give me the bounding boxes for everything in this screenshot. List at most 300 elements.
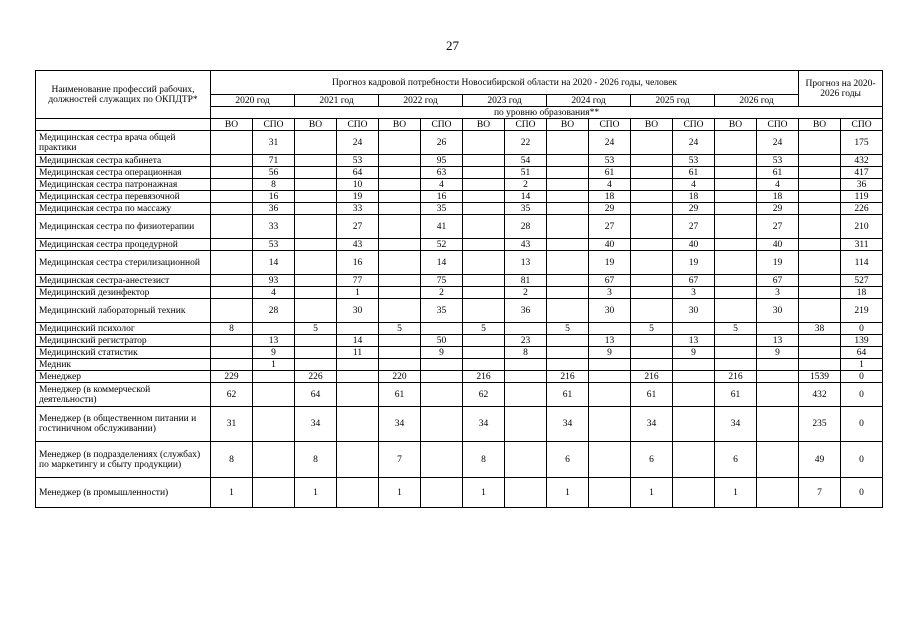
cell-spo (253, 323, 295, 335)
cell-spo: 1 (337, 287, 379, 299)
cell-spo: 81 (505, 275, 547, 287)
cell-vo (211, 275, 253, 287)
cell-vo (295, 359, 337, 371)
cell-spo: 210 (841, 215, 883, 239)
cell-spo (589, 323, 631, 335)
table-row (36, 335, 883, 347)
cell-spo: 53 (673, 155, 715, 167)
cell-spo: 3 (589, 287, 631, 299)
cell-vo (631, 179, 673, 191)
cell-spo: 22 (505, 131, 547, 155)
header-by-level: по уровню образования** (211, 107, 883, 119)
cell-spo: 36 (505, 299, 547, 323)
cell-spo: 67 (757, 275, 799, 287)
cell-vo (463, 191, 505, 203)
cell-vo (463, 167, 505, 179)
cell-spo: 31 (253, 131, 295, 155)
cell-vo (547, 287, 589, 299)
cell-vo (631, 251, 673, 275)
cell-vo (379, 203, 421, 215)
cell-vo (379, 215, 421, 239)
cell-vo (463, 131, 505, 155)
cell-spo: 28 (505, 215, 547, 239)
header-empty-cell (36, 119, 211, 131)
cell-vo (547, 155, 589, 167)
cell-spo (589, 383, 631, 407)
row-profession-name: Медицинская сестра перевязочной (36, 191, 211, 203)
cell-vo (547, 239, 589, 251)
cell-vo (631, 347, 673, 359)
cell-vo (799, 131, 841, 155)
cell-vo (715, 167, 757, 179)
cell-vo (799, 287, 841, 299)
cell-vo (295, 335, 337, 347)
cell-vo: 62 (463, 383, 505, 407)
cell-vo: 34 (295, 407, 337, 442)
cell-spo (757, 323, 799, 335)
cell-spo (673, 383, 715, 407)
cell-vo (799, 215, 841, 239)
table-row (36, 371, 883, 383)
header-level-vo: ВО (379, 119, 421, 131)
cell-spo (253, 442, 295, 478)
cell-spo: 13 (253, 335, 295, 347)
cell-spo: 2 (421, 287, 463, 299)
cell-spo: 61 (757, 167, 799, 179)
cell-spo: 16 (253, 191, 295, 203)
header-level-spo: СПО (421, 119, 463, 131)
cell-spo (505, 407, 547, 442)
cell-spo: 26 (421, 131, 463, 155)
cell-vo (295, 155, 337, 167)
cell-vo (715, 239, 757, 251)
cell-spo: 24 (337, 131, 379, 155)
table-row (36, 347, 883, 359)
cell-vo (547, 347, 589, 359)
cell-vo (547, 251, 589, 275)
cell-vo: 34 (379, 407, 421, 442)
header-level-vo: ВО (715, 119, 757, 131)
cell-spo: 23 (505, 335, 547, 347)
cell-spo: 24 (757, 131, 799, 155)
cell-vo: 6 (631, 442, 673, 478)
cell-spo: 4 (757, 179, 799, 191)
cell-vo: 6 (715, 442, 757, 478)
header-year: 2023 год (463, 95, 547, 107)
cell-spo: 27 (757, 215, 799, 239)
cell-spo: 417 (841, 167, 883, 179)
cell-spo: 43 (337, 239, 379, 251)
cell-vo (547, 335, 589, 347)
cell-spo: 1 (253, 359, 295, 371)
cell-vo (715, 275, 757, 287)
header-year: 2024 год (547, 95, 631, 107)
cell-spo: 35 (421, 203, 463, 215)
cell-spo: 33 (253, 215, 295, 239)
cell-spo: 27 (589, 215, 631, 239)
cell-vo: 31 (211, 407, 253, 442)
cell-spo: 40 (757, 239, 799, 251)
cell-vo (211, 215, 253, 239)
cell-vo (799, 155, 841, 167)
cell-vo (799, 359, 841, 371)
cell-spo: 0 (841, 323, 883, 335)
cell-vo (211, 239, 253, 251)
header-year: 2021 год (295, 95, 379, 107)
header-level-spo: СПО (337, 119, 379, 131)
header-level-vo: ВО (631, 119, 673, 131)
cell-vo (715, 155, 757, 167)
cell-spo: 139 (841, 335, 883, 347)
cell-spo (757, 359, 799, 371)
cell-spo: 67 (589, 275, 631, 287)
cell-spo (337, 359, 379, 371)
cell-vo (715, 299, 757, 323)
cell-spo: 77 (337, 275, 379, 287)
row-profession-name: Медицинский регистратор (36, 335, 211, 347)
cell-vo (295, 251, 337, 275)
cell-spo: 8 (253, 179, 295, 191)
cell-vo (295, 203, 337, 215)
cell-vo (379, 179, 421, 191)
cell-spo: 3 (673, 287, 715, 299)
cell-vo (463, 287, 505, 299)
cell-vo: 38 (799, 323, 841, 335)
header-level-spo: СПО (673, 119, 715, 131)
cell-vo (379, 251, 421, 275)
cell-vo (211, 299, 253, 323)
table-row (36, 215, 883, 239)
cell-vo (211, 203, 253, 215)
cell-vo (211, 131, 253, 155)
cell-vo (631, 215, 673, 239)
cell-vo: 34 (631, 407, 673, 442)
cell-spo (421, 407, 463, 442)
cell-spo: 30 (673, 299, 715, 323)
cell-vo (211, 179, 253, 191)
cell-spo (253, 407, 295, 442)
cell-vo: 34 (547, 407, 589, 442)
cell-spo (421, 359, 463, 371)
cell-spo (673, 442, 715, 478)
cell-vo: 64 (295, 383, 337, 407)
cell-spo: 19 (589, 251, 631, 275)
cell-vo: 7 (379, 442, 421, 478)
cell-spo: 14 (253, 251, 295, 275)
cell-vo: 61 (547, 383, 589, 407)
cell-vo (799, 191, 841, 203)
cell-vo (631, 191, 673, 203)
cell-spo: 61 (589, 167, 631, 179)
cell-spo (337, 407, 379, 442)
cell-vo (547, 191, 589, 203)
cell-spo (589, 478, 631, 508)
cell-vo: 1539 (799, 371, 841, 383)
cell-spo: 19 (673, 251, 715, 275)
cell-vo (547, 167, 589, 179)
row-profession-name: Медицинская сестра стерилизационной (36, 251, 211, 275)
cell-vo (463, 275, 505, 287)
header-total-title: Прогноз на 2020-2026 годы (799, 71, 883, 107)
cell-vo (379, 287, 421, 299)
cell-vo (211, 191, 253, 203)
header-level-vo: ВО (295, 119, 337, 131)
cell-spo: 19 (757, 251, 799, 275)
cell-spo: 29 (757, 203, 799, 215)
cell-spo (337, 371, 379, 383)
cell-spo: 35 (505, 203, 547, 215)
cell-spo: 16 (421, 191, 463, 203)
row-profession-name: Медицинская сестра патронажная (36, 179, 211, 191)
row-profession-name: Медицинская сестра кабинета (36, 155, 211, 167)
forecast-table (35, 70, 883, 508)
cell-vo (463, 359, 505, 371)
header-year: 2026 год (715, 95, 799, 107)
cell-vo: 8 (211, 323, 253, 335)
cell-vo: 1 (295, 478, 337, 508)
cell-vo (799, 179, 841, 191)
cell-vo (295, 167, 337, 179)
cell-spo: 29 (589, 203, 631, 215)
cell-vo: 229 (211, 371, 253, 383)
cell-vo (463, 335, 505, 347)
cell-vo: 8 (463, 442, 505, 478)
table-row (36, 407, 883, 442)
cell-vo (631, 155, 673, 167)
cell-spo: 19 (337, 191, 379, 203)
cell-spo: 53 (589, 155, 631, 167)
cell-spo: 29 (673, 203, 715, 215)
cell-vo (211, 359, 253, 371)
cell-spo (673, 359, 715, 371)
cell-vo (715, 335, 757, 347)
table-row (36, 478, 883, 508)
cell-spo: 9 (589, 347, 631, 359)
header-level-vo: ВО (799, 119, 841, 131)
cell-vo (211, 347, 253, 359)
cell-vo: 1 (547, 478, 589, 508)
cell-spo: 24 (589, 131, 631, 155)
cell-vo (715, 179, 757, 191)
cell-spo (757, 407, 799, 442)
cell-vo (799, 167, 841, 179)
cell-spo: 13 (505, 251, 547, 275)
cell-spo: 311 (841, 239, 883, 251)
row-profession-name: Медицинская сестра по массажу (36, 203, 211, 215)
cell-spo: 50 (421, 335, 463, 347)
cell-vo: 62 (211, 383, 253, 407)
header-level-spo: СПО (589, 119, 631, 131)
cell-vo: 34 (715, 407, 757, 442)
cell-vo (211, 167, 253, 179)
cell-spo: 53 (337, 155, 379, 167)
table-row (36, 323, 883, 335)
cell-spo (505, 323, 547, 335)
header-level-spo: СПО (505, 119, 547, 131)
cell-vo: 216 (547, 371, 589, 383)
cell-spo: 95 (421, 155, 463, 167)
cell-spo: 30 (337, 299, 379, 323)
cell-spo: 24 (673, 131, 715, 155)
cell-spo: 18 (757, 191, 799, 203)
cell-vo (379, 335, 421, 347)
cell-vo (715, 359, 757, 371)
cell-vo (379, 275, 421, 287)
cell-spo: 527 (841, 275, 883, 287)
cell-spo: 2 (505, 287, 547, 299)
cell-spo: 35 (421, 299, 463, 323)
cell-spo (757, 383, 799, 407)
cell-vo (715, 347, 757, 359)
table-row (36, 155, 883, 167)
cell-vo (631, 335, 673, 347)
header-level-vo: ВО (211, 119, 253, 131)
cell-spo: 4 (589, 179, 631, 191)
cell-vo (295, 275, 337, 287)
cell-spo: 52 (421, 239, 463, 251)
cell-vo (799, 335, 841, 347)
cell-vo (715, 203, 757, 215)
table-row (36, 179, 883, 191)
cell-vo (547, 275, 589, 287)
cell-spo: 53 (253, 239, 295, 251)
cell-spo: 175 (841, 131, 883, 155)
cell-spo: 27 (673, 215, 715, 239)
cell-vo: 8 (295, 442, 337, 478)
cell-spo: 75 (421, 275, 463, 287)
header-level-spo: СПО (253, 119, 295, 131)
cell-vo: 1 (379, 478, 421, 508)
cell-spo: 51 (505, 167, 547, 179)
row-profession-name: Медицинский дезинфектор (36, 287, 211, 299)
cell-spo: 14 (337, 335, 379, 347)
cell-spo: 18 (589, 191, 631, 203)
cell-vo (547, 179, 589, 191)
cell-spo: 0 (841, 442, 883, 478)
cell-spo: 119 (841, 191, 883, 203)
cell-spo (421, 371, 463, 383)
cell-vo (799, 251, 841, 275)
cell-vo (379, 167, 421, 179)
cell-vo: 5 (379, 323, 421, 335)
cell-vo (463, 179, 505, 191)
cell-vo (799, 347, 841, 359)
cell-spo: 16 (337, 251, 379, 275)
cell-spo (253, 383, 295, 407)
cell-vo (295, 179, 337, 191)
table-row (36, 167, 883, 179)
cell-spo: 53 (757, 155, 799, 167)
cell-vo: 61 (379, 383, 421, 407)
cell-spo: 0 (841, 478, 883, 508)
cell-vo (379, 155, 421, 167)
cell-spo: 2 (505, 179, 547, 191)
row-profession-name: Медицинская сестра врача общей практики (36, 131, 211, 155)
cell-vo (379, 299, 421, 323)
header-name-column: Наименование профессий рабочих, должностей служащих по ОКПДТР* (36, 71, 211, 119)
header-year: 2025 год (631, 95, 715, 107)
cell-spo: 0 (841, 383, 883, 407)
header-level-spo: СПО (757, 119, 799, 131)
cell-spo: 8 (505, 347, 547, 359)
cell-vo (631, 287, 673, 299)
cell-vo (547, 299, 589, 323)
cell-spo: 61 (673, 167, 715, 179)
cell-vo (631, 203, 673, 215)
cell-spo (757, 442, 799, 478)
cell-vo (211, 155, 253, 167)
cell-vo (295, 215, 337, 239)
cell-vo: 8 (211, 442, 253, 478)
cell-vo (295, 299, 337, 323)
cell-vo (799, 275, 841, 287)
header-year: 2022 год (379, 95, 463, 107)
table-row (36, 442, 883, 478)
row-profession-name: Менеджер (в коммерческой деятельности) (36, 383, 211, 407)
row-profession-name: Медицинская сестра процедурной (36, 239, 211, 251)
cell-vo (547, 131, 589, 155)
page-number: 27 (446, 38, 459, 53)
cell-spo: 11 (337, 347, 379, 359)
cell-vo: 5 (715, 323, 757, 335)
cell-vo (463, 215, 505, 239)
cell-vo: 7 (799, 478, 841, 508)
cell-vo (295, 347, 337, 359)
cell-vo (295, 131, 337, 155)
row-profession-name: Медицинский лабораторный техник (36, 299, 211, 323)
cell-vo (211, 287, 253, 299)
cell-spo: 93 (253, 275, 295, 287)
cell-vo (715, 191, 757, 203)
cell-vo: 1 (715, 478, 757, 508)
cell-spo: 56 (253, 167, 295, 179)
cell-vo: 432 (799, 383, 841, 407)
cell-vo (463, 239, 505, 251)
cell-spo (421, 478, 463, 508)
cell-vo (379, 191, 421, 203)
cell-vo: 235 (799, 407, 841, 442)
cell-spo (505, 478, 547, 508)
cell-vo (715, 131, 757, 155)
cell-spo (337, 383, 379, 407)
row-profession-name: Медицинский психолог (36, 323, 211, 335)
cell-spo: 43 (505, 239, 547, 251)
cell-vo (211, 335, 253, 347)
cell-vo (463, 203, 505, 215)
row-profession-name: Менеджер (в подразделениях (службах) по маркетингу и сбыту продукции) (36, 442, 211, 478)
header-level-vo: ВО (547, 119, 589, 131)
cell-spo (505, 371, 547, 383)
cell-vo (379, 347, 421, 359)
cell-spo (589, 442, 631, 478)
cell-vo (547, 203, 589, 215)
cell-vo (547, 215, 589, 239)
cell-vo: 216 (715, 371, 757, 383)
cell-spo: 9 (253, 347, 295, 359)
cell-vo: 49 (799, 442, 841, 478)
row-profession-name: Менеджер (в общественном питании и гостиничном обслуживании) (36, 407, 211, 442)
cell-vo (715, 287, 757, 299)
cell-vo (631, 239, 673, 251)
table-row (36, 383, 883, 407)
cell-vo (211, 251, 253, 275)
row-profession-name: Медицинский статистик (36, 347, 211, 359)
table-row (36, 275, 883, 287)
cell-vo (631, 275, 673, 287)
table-row (36, 131, 883, 155)
cell-spo: 13 (589, 335, 631, 347)
cell-spo: 40 (589, 239, 631, 251)
